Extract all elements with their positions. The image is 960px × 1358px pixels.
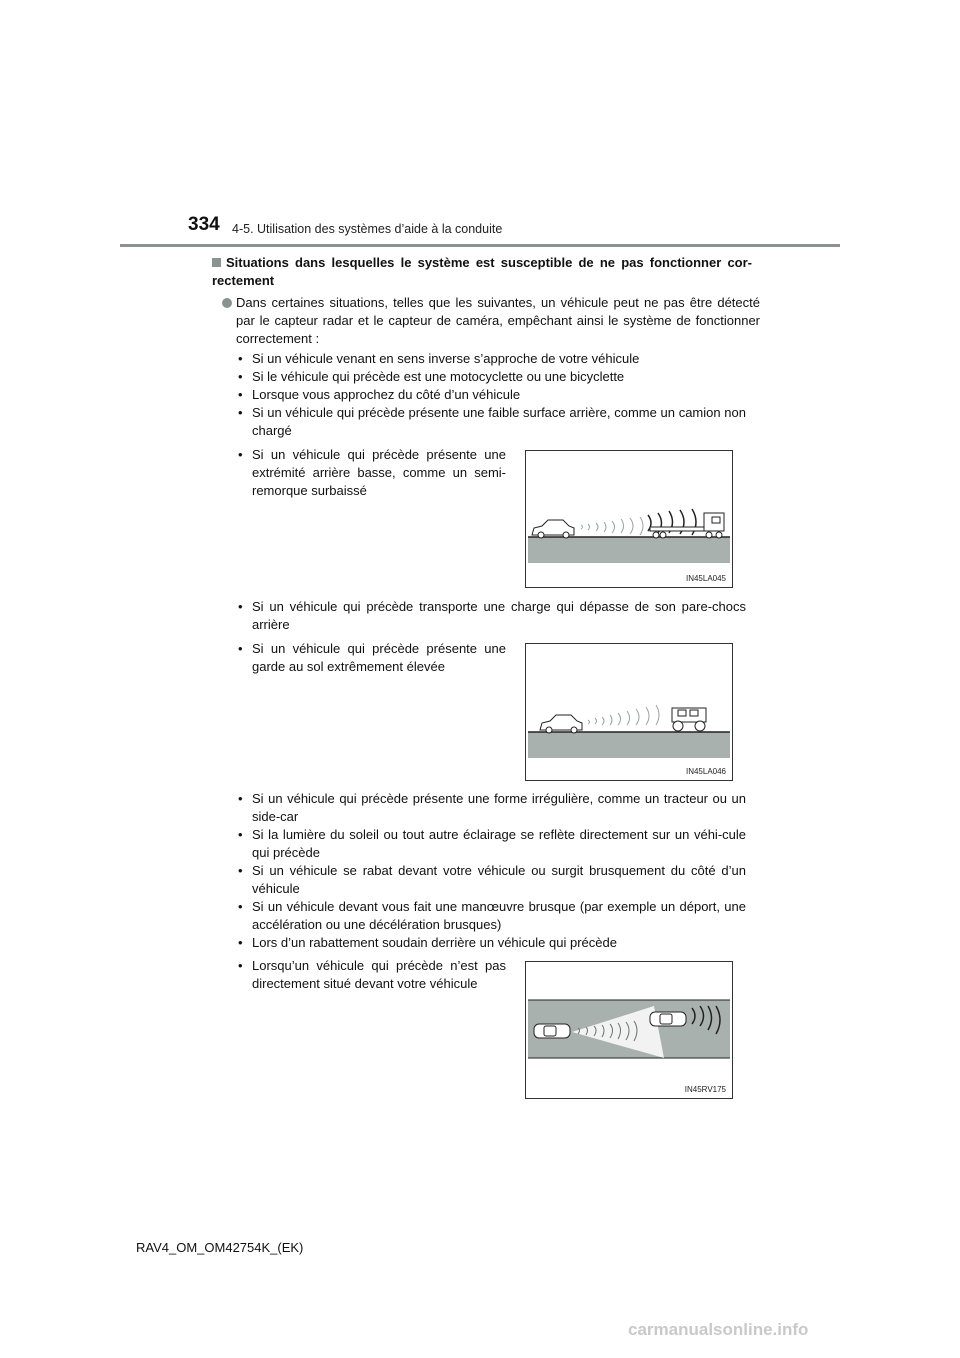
list-item [236, 386, 746, 404]
bullet-symbol: • [238, 351, 243, 366]
bullet-fig2 [236, 640, 506, 676]
figure-label: IN45RV175 [684, 1085, 726, 1094]
list-item-text: Si le véhicule qui précède est une motocyclette ou une bicyclette [252, 369, 625, 384]
section-title: Situations dans lesquelles le système est susceptible de ne pas fonctionner cor-rectement [212, 255, 752, 288]
list-item [236, 934, 746, 952]
bullet-symbol: • [238, 958, 243, 973]
section-heading [212, 254, 752, 290]
bullet-symbol: • [238, 447, 243, 462]
list-item [236, 446, 506, 500]
bullet-symbol: • [238, 641, 243, 656]
list-item-text: Si un véhicule qui précède présente une extrémité arrière basse, comme un semi-remorque surbaissé [252, 447, 506, 498]
list-item [236, 350, 746, 368]
chapter-title: 4-5. Utilisation des systèmes d’aide à la conduite [232, 222, 503, 236]
figure-low-rear-trailer [525, 450, 733, 588]
list-item [236, 898, 746, 934]
bullet-symbol: • [238, 899, 243, 914]
bullet-symbol: • [238, 387, 243, 402]
figure-high-clearance [525, 643, 733, 781]
bullet-list-2 [236, 790, 746, 952]
list-item-text: Lors d’un rabattement soudain derrière un véhicule qui précède [252, 935, 617, 950]
list-item-text: Si un véhicule qui précède présente une forme irrégulière, comme un tracteur ou un side-car [252, 791, 746, 824]
list-item [236, 598, 746, 634]
list-item-text: Si un véhicule se rabat devant votre véhicule ou surgit brusquement du côté d’un véhicule [252, 863, 746, 896]
list-item [236, 790, 746, 826]
watermark: carmanualsonline.info [628, 1320, 809, 1339]
bullet-after-fig1 [236, 598, 746, 634]
bullet-symbol: • [238, 369, 243, 384]
bullet-symbol: • [238, 863, 243, 878]
figure-label: IN45LA045 [685, 574, 726, 583]
bullet-symbol: • [238, 827, 243, 842]
list-item [236, 404, 746, 440]
list-item-text: Si un véhicule qui précède présente une faible surface arrière, comme un camion non chargé [252, 405, 746, 438]
list-item [236, 957, 506, 993]
figure-illustration [526, 962, 732, 1098]
bullet-symbol: • [238, 791, 243, 806]
figure-offset-vehicle [525, 961, 733, 1099]
list-item [236, 368, 746, 386]
intro-paragraph [222, 294, 760, 348]
figure-label: IN45LA046 [685, 767, 726, 776]
bullet-list-1 [236, 350, 746, 440]
bullet-fig1 [236, 446, 506, 500]
circle-bullet-icon [222, 298, 232, 308]
list-item-text: Si un véhicule devant vous fait une manœuvre brusque (par exemple un déport, une accélération ou une décélération brusques) [252, 899, 746, 932]
square-bullet-icon [212, 258, 221, 267]
header-rule [120, 244, 840, 247]
list-item-text: Lorsque vous approchez du côté d’un véhicule [252, 387, 521, 402]
page-number: 334 [188, 214, 220, 235]
list-item-text: Si un véhicule venant en sens inverse s’approche de votre véhicule [252, 351, 640, 366]
bullet-fig3 [236, 957, 506, 993]
figure-illustration [526, 644, 732, 780]
list-item [236, 826, 746, 862]
list-item [236, 862, 746, 898]
footer-model-code: RAV4_OM_OM42754K_(EK) [136, 1240, 304, 1255]
bullet-symbol: • [238, 405, 243, 420]
list-item-text: Si la lumière du soleil ou tout autre éclairage se reflète directement sur un véhi-cule qui précède [252, 827, 746, 860]
list-item-text: Si un véhicule qui précède transporte une charge qui dépasse de son pare-chocs arrière [252, 599, 746, 632]
list-item-text: Si un véhicule qui précède présente une garde au sol extrêmement élevée [252, 641, 506, 674]
list-item [236, 640, 506, 676]
bullet-symbol: • [238, 935, 243, 950]
intro-text: Dans certaines situations, telles que les suivantes, un véhicule peut ne pas être détecté par le capteur radar et le capteur de caméra, empêchant ainsi le système de fonctionner correctement : [236, 295, 760, 346]
figure-illustration [526, 451, 732, 587]
bullet-symbol: • [238, 599, 243, 614]
list-item-text: Lorsqu’un véhicule qui précède n’est pas directement situé devant votre véhicule [252, 958, 506, 991]
